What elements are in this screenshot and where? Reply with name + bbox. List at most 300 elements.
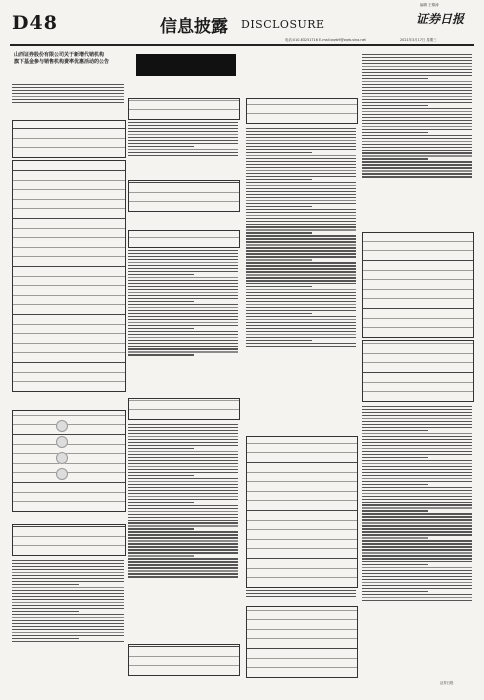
text-line [128, 316, 238, 317]
text-line [246, 229, 356, 230]
text-line [246, 331, 356, 332]
text-line [128, 340, 238, 341]
text-line [12, 572, 124, 573]
text-line [128, 442, 238, 443]
text-line [128, 325, 238, 326]
text-line [362, 496, 472, 497]
text-line [128, 354, 194, 355]
text-line [12, 566, 124, 567]
text-line [362, 75, 472, 76]
table-13 [362, 232, 474, 338]
text-line [128, 543, 238, 544]
table-11 [246, 436, 358, 588]
text-line [246, 241, 356, 242]
text-line [128, 502, 194, 503]
text-line [246, 289, 356, 290]
text-line [362, 69, 472, 70]
redacted-block [136, 54, 236, 76]
notice-title-line1: 山西证券股份有限公司关于新增代销机构 [14, 52, 105, 58]
text-line [246, 268, 356, 269]
column-4-tail [362, 406, 472, 603]
text-line [246, 203, 356, 204]
text-line [128, 448, 194, 449]
text-line [246, 244, 356, 245]
text-line [362, 558, 472, 559]
text-line [12, 99, 124, 100]
text-line [246, 137, 356, 138]
text-line [12, 96, 124, 97]
text-line [12, 629, 124, 630]
text-line [362, 579, 472, 580]
text-line [128, 134, 238, 135]
text-line [362, 123, 472, 124]
section-title-cn: 信息披露 [160, 17, 228, 37]
text-line [362, 421, 472, 422]
text-line [12, 599, 124, 600]
header-rule [10, 44, 474, 46]
text-line [128, 520, 238, 521]
table-10 [246, 98, 358, 124]
text-line [128, 351, 238, 352]
text-line [128, 463, 238, 464]
table-3 [12, 410, 126, 512]
text-line [246, 235, 356, 236]
text-line [246, 128, 356, 129]
text-line [128, 537, 238, 538]
text-line [128, 478, 238, 479]
column-3 [246, 128, 356, 349]
text-line [362, 173, 472, 174]
text-line [128, 561, 238, 562]
seal-image [56, 420, 68, 432]
seal-image [56, 436, 68, 448]
text-line [128, 313, 238, 314]
text-line [246, 593, 356, 594]
text-line [128, 436, 238, 437]
text-line [246, 155, 356, 156]
text-line [128, 280, 238, 281]
text-line [362, 129, 472, 130]
text-line [246, 224, 356, 225]
text-line [246, 343, 356, 344]
text-line [362, 522, 472, 523]
text-line [246, 310, 356, 311]
text-line [12, 569, 124, 570]
text-line [362, 582, 472, 583]
seal-image [56, 468, 68, 480]
text-line [246, 247, 356, 248]
text-line [362, 451, 472, 452]
text-line [12, 617, 124, 618]
text-line [128, 259, 238, 260]
text-line [246, 146, 356, 147]
text-line [128, 469, 238, 470]
text-line [362, 549, 472, 550]
text-line [128, 348, 238, 349]
text-line [362, 147, 472, 148]
text-line [128, 460, 238, 461]
text-line [362, 537, 428, 538]
text-line [246, 167, 356, 168]
text-line [246, 226, 356, 227]
text-line [246, 325, 356, 326]
text-line [12, 90, 124, 91]
text-line [246, 131, 356, 132]
text-line [362, 600, 472, 601]
text-line [128, 570, 238, 571]
text-line [246, 316, 356, 317]
text-line [362, 430, 428, 431]
text-line [362, 510, 428, 511]
text-line [362, 484, 428, 485]
text-line [246, 161, 356, 162]
text-line [246, 322, 356, 323]
text-line [128, 125, 238, 126]
text-line [128, 433, 238, 434]
text-line [128, 555, 194, 556]
text-line [246, 271, 356, 272]
text-line [128, 490, 238, 491]
text-line [246, 170, 356, 171]
text-line [362, 102, 472, 103]
text-line [128, 439, 238, 440]
text-line [128, 310, 238, 311]
text-line [128, 481, 238, 482]
text-line [246, 590, 356, 591]
text-line [362, 117, 472, 118]
text-line [362, 534, 472, 535]
text-line [362, 158, 428, 159]
text-line [246, 346, 356, 347]
text-line [362, 591, 428, 592]
text-line [246, 596, 356, 597]
text-line [128, 499, 238, 500]
table-14 [362, 340, 474, 402]
text-line [128, 424, 238, 425]
text-line [12, 93, 124, 94]
text-line [362, 164, 472, 165]
text-line [128, 122, 238, 123]
text-line [246, 200, 356, 201]
text-line [362, 519, 472, 520]
text-line [362, 472, 472, 473]
text-line [128, 256, 238, 257]
text-line [362, 436, 472, 437]
text-line [246, 304, 356, 305]
page-number: D48 [12, 12, 58, 34]
text-line [128, 540, 238, 541]
table-6 [128, 180, 240, 212]
footer-label: 证券日报 [440, 681, 454, 685]
text-line [128, 522, 238, 523]
text-line [128, 143, 238, 144]
text-line [362, 433, 472, 434]
text-line [128, 493, 238, 494]
text-line [246, 337, 356, 338]
text-line [246, 188, 356, 189]
text-line [362, 90, 472, 91]
text-line [12, 623, 124, 624]
text-line [12, 578, 124, 579]
text-line [128, 549, 238, 550]
text-line [246, 277, 356, 278]
text-line [128, 331, 238, 332]
text-line [362, 111, 472, 112]
text-line [362, 418, 472, 419]
text-line [246, 286, 312, 287]
text-line [246, 194, 356, 195]
text-line [128, 155, 238, 156]
text-line [362, 478, 472, 479]
text-line [128, 343, 238, 344]
text-line [12, 626, 124, 627]
text-line [246, 179, 312, 180]
text-line [362, 445, 472, 446]
text-line [128, 346, 238, 347]
text-line [362, 555, 472, 556]
text-line [12, 638, 79, 639]
text-line [362, 561, 472, 562]
text-line [362, 57, 472, 58]
text-line [128, 484, 238, 485]
text-line [12, 102, 124, 103]
text-line [12, 602, 124, 603]
column-2-mid [128, 250, 238, 357]
column-2-tail [128, 424, 238, 579]
text-line [362, 439, 472, 440]
text-line [362, 516, 472, 517]
text-line [128, 496, 238, 497]
text-line [12, 581, 124, 582]
contact-info: 电话:010-83251716 E-mail:zqrb9@zqrb.sina.net [285, 38, 366, 42]
text-line [12, 87, 124, 88]
text-line [362, 424, 472, 425]
text-line [246, 152, 312, 153]
text-line [128, 525, 238, 526]
seal-image [56, 452, 68, 464]
text-line [246, 134, 356, 135]
text-line [362, 409, 472, 410]
text-line [12, 593, 124, 594]
text-line [362, 84, 472, 85]
text-line [246, 197, 356, 198]
text-line [362, 114, 472, 115]
text-line [362, 469, 472, 470]
text-line [128, 466, 238, 467]
text-line [362, 161, 472, 162]
text-line [246, 143, 356, 144]
text-line [128, 253, 238, 254]
page-header [0, 0, 484, 44]
text-line [246, 334, 356, 335]
text-line [128, 472, 238, 473]
text-line [128, 454, 238, 455]
text-line [246, 149, 356, 150]
text-line [362, 93, 472, 94]
text-line [362, 167, 472, 168]
text-line [362, 499, 472, 500]
text-line [246, 274, 356, 275]
text-line [128, 328, 194, 329]
text-line [128, 295, 238, 296]
text-line [246, 185, 356, 186]
text-line [362, 176, 472, 177]
column-1 [12, 84, 124, 105]
text-line [246, 301, 356, 302]
text-line [362, 460, 472, 461]
text-line [362, 138, 472, 139]
text-line [128, 298, 238, 299]
text-line [362, 105, 428, 106]
text-line [362, 573, 472, 574]
text-line [128, 487, 238, 488]
table-1 [12, 120, 126, 158]
text-line [246, 221, 356, 222]
text-line [128, 319, 238, 320]
text-line [246, 140, 356, 141]
text-line [246, 283, 356, 284]
text-line [362, 150, 472, 151]
column-2 [128, 122, 238, 158]
text-line [246, 215, 356, 216]
text-line [128, 517, 238, 518]
text-line [362, 126, 472, 127]
text-line [246, 176, 356, 177]
newspaper-logo: 证券日报 [416, 12, 465, 26]
text-line [128, 552, 238, 553]
text-line [362, 525, 472, 526]
text-line [362, 96, 472, 97]
text-line [128, 337, 238, 338]
text-line [128, 149, 238, 150]
text-line [246, 212, 356, 213]
text-line [362, 406, 472, 407]
text-line [362, 576, 472, 577]
text-line [128, 271, 238, 272]
text-line [128, 268, 238, 269]
text-line [246, 158, 356, 159]
text-line [246, 298, 356, 299]
text-line [362, 481, 472, 482]
text-line [128, 475, 194, 476]
text-line [362, 585, 472, 586]
text-line [12, 584, 79, 585]
text-line [12, 84, 124, 85]
text-line [362, 120, 472, 121]
table-5 [128, 98, 240, 120]
text-line [128, 514, 238, 515]
text-line [128, 528, 194, 529]
text-line [362, 457, 428, 458]
text-line [246, 262, 356, 263]
text-line [12, 560, 124, 561]
text-line [362, 570, 472, 571]
text-line [12, 587, 124, 588]
text-line [128, 430, 238, 431]
text-line [128, 301, 194, 302]
text-line [128, 427, 238, 428]
text-line [362, 466, 472, 467]
text-line [128, 558, 238, 559]
text-line [246, 164, 356, 165]
text-line [128, 137, 238, 138]
text-line [128, 277, 238, 278]
text-line [362, 141, 472, 142]
text-line [128, 292, 238, 293]
text-line [128, 128, 238, 129]
table-7 [128, 230, 240, 248]
text-line [362, 415, 472, 416]
notice-title-line2: 旗下基金参与销售机构费率优惠活动的公告 [14, 59, 110, 65]
text-line [362, 502, 472, 503]
text-line [362, 87, 472, 88]
text-line [362, 475, 472, 476]
column-3-tail [246, 590, 356, 599]
column-1-tail [12, 560, 124, 644]
text-line [128, 457, 238, 458]
text-line [362, 66, 472, 67]
text-line [128, 505, 238, 506]
text-line [12, 590, 124, 591]
text-line [12, 614, 124, 615]
text-line [246, 259, 312, 260]
text-line [362, 567, 472, 568]
text-line [362, 412, 472, 413]
table-2 [12, 160, 126, 392]
text-line [12, 608, 124, 609]
text-line [362, 155, 472, 156]
text-line [128, 511, 238, 512]
notice-title [14, 52, 124, 78]
text-line [12, 575, 124, 576]
text-line [362, 448, 472, 449]
text-line [362, 463, 472, 464]
text-line [128, 152, 238, 153]
text-line [362, 54, 472, 55]
editor-line: 编辑 王锦涛 [420, 3, 439, 7]
text-line [362, 152, 472, 153]
text-line [246, 191, 356, 192]
text-line [362, 487, 472, 488]
text-line [246, 209, 356, 210]
text-line [246, 173, 356, 174]
text-line [246, 319, 356, 320]
text-line [362, 108, 472, 109]
text-line [362, 63, 472, 64]
text-line [128, 508, 238, 509]
text-line [246, 292, 356, 293]
text-line [128, 451, 238, 452]
text-line [128, 322, 238, 323]
text-line [12, 641, 124, 642]
text-line [12, 611, 79, 612]
text-line [362, 546, 472, 547]
text-line [362, 454, 472, 455]
issue-date: 2021年3月17日 星期三 [400, 38, 437, 42]
text-line [246, 206, 312, 207]
text-line [246, 218, 356, 219]
text-line [362, 99, 472, 100]
text-line [246, 280, 356, 281]
text-line [128, 564, 238, 565]
text-line [246, 182, 356, 183]
text-line [362, 528, 472, 529]
table-9 [128, 644, 240, 676]
text-line [362, 493, 472, 494]
text-line [128, 576, 238, 577]
text-line [362, 504, 472, 505]
text-line [362, 552, 472, 553]
